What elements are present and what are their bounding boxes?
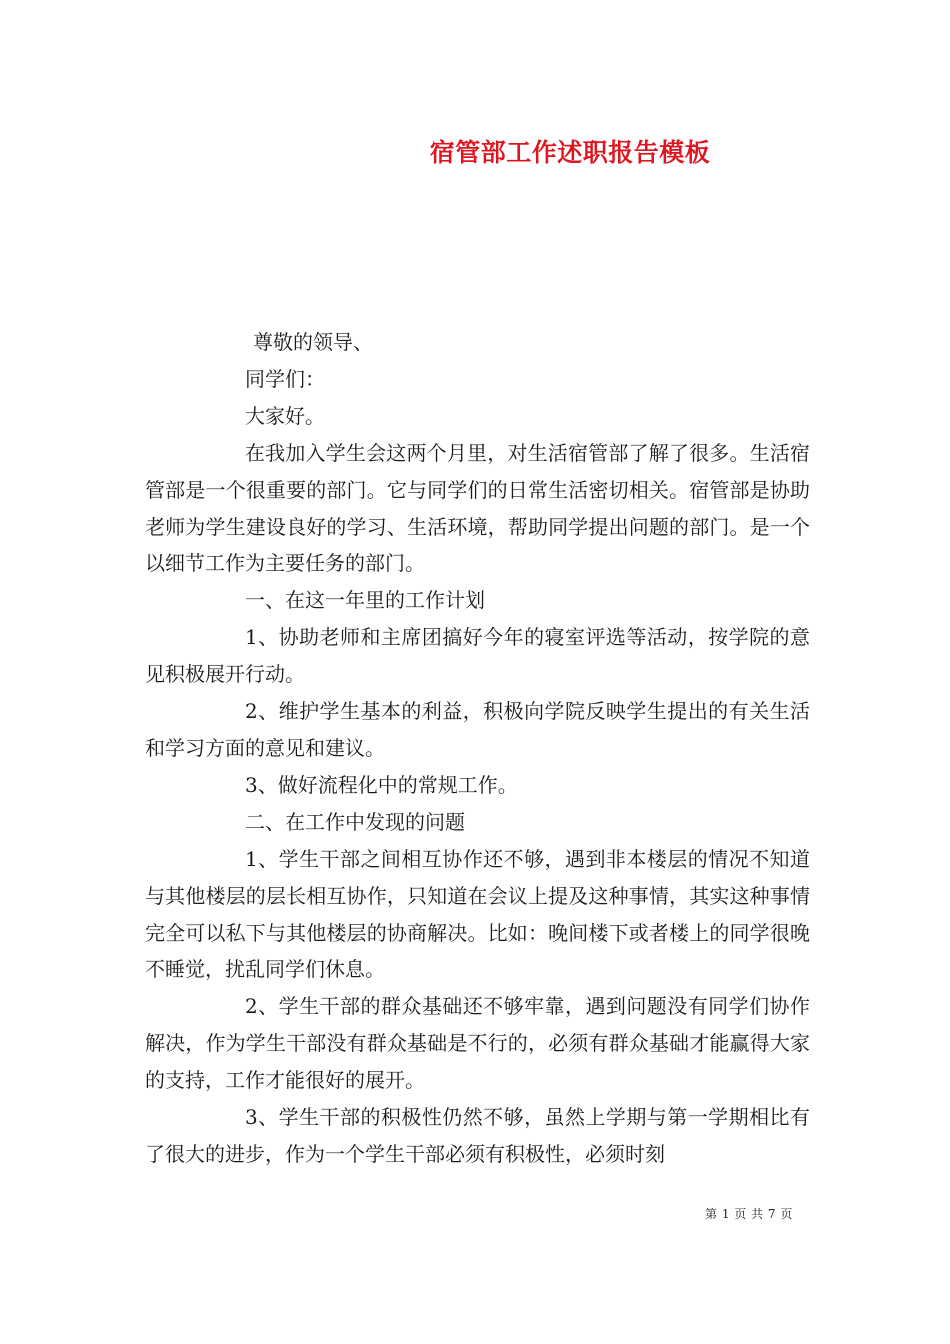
body-paragraph: 在我加入学生会这两个月里，对生活宿管部了解了很多。生活宿管部是一个很重要的部门。它与同学们的日常生活密切相关。宿管部是协助老师为学生建设良好的学习、生活环境，帮助同学提出问题的部门。是一个以细节工作为主要任务的部门。 — [145, 440, 810, 576]
document-body — [145, 324, 810, 1173]
page-number: 第 1 页 共 7 页 — [705, 1207, 793, 1221]
list-item: 1、学生干部之间相互协作还不够，遇到非本楼层的情况不知道与其他楼层的层长相互协作，只知道在会议上提及这种事情，其实这种事情完全可以私下与其他楼层的协商解决。比如：晚间楼下或者楼上的同学很晚不睡觉，扰乱同学们休息。 — [145, 846, 810, 982]
list-item: 1、协助老师和主席团搞好今年的寝室评选等活动，按学院的意见积极展开行动。 — [145, 625, 810, 687]
section-heading: 二、在工作中发现的问题 — [245, 809, 465, 834]
greeting-line: 大家好。 — [245, 403, 325, 428]
salutation-line: 同学们： — [245, 366, 325, 391]
list-item: 2、维护学生基本的利益，积极向学院反映学生提出的有关生活和学习方面的意见和建议。 — [145, 699, 810, 760]
list-item: 2、学生干部的群众基础还不够牢靠，遇到问题没有同学们协作解决，作为学生干部没有群众基础是不行的，必须有群众基础才能赢得大家的支持，工作才能很好的展开。 — [145, 994, 810, 1093]
document-title: 宿管部工作述职报告模板 — [429, 138, 711, 167]
list-item: 3、学生干部的积极性仍然不够，虽然上学期与第一学期相比有了很大的进步，作为一个学生干部必须有积极性，必须时刻 — [145, 1105, 810, 1166]
section-heading: 一、在这一年里的工作计划 — [245, 588, 485, 613]
list-item: 3、做好流程化中的常规工作。 — [245, 772, 518, 797]
salutation-line: 尊敬的领导、 — [253, 330, 373, 354]
